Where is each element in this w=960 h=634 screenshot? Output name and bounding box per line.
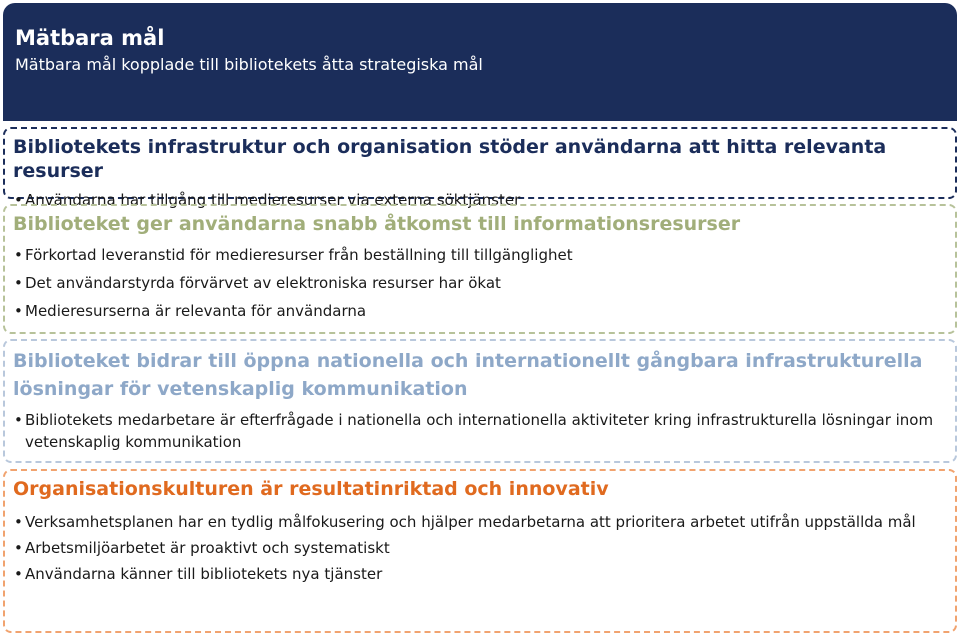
header-banner <box>3 3 957 121</box>
bullet-icon: • <box>14 302 23 320</box>
bullet-icon: • <box>14 246 23 264</box>
section-title: Bibliotekets infrastruktur och organisation stöder användarna att hitta relevanta resurser <box>13 136 887 182</box>
bullet-icon: • <box>14 513 23 531</box>
bullet-icon: • <box>14 191 23 209</box>
section-infrastructure <box>3 127 957 209</box>
list-item: • Bibliotekets medarbetare är efterfrågade i nationella och internationella aktiviteter kring infrastrukturella lösningar inom vetenskaplig kommunikation <box>14 411 934 451</box>
bullet-icon: • <box>14 539 23 557</box>
page-title: Mätbara mål <box>15 26 165 50</box>
page-subtitle: Mätbara mål kopplade till bibliotekets åtta strategiska mål <box>15 55 483 74</box>
list-item: • Användarna har tillgång till medieresurser via externa söktjänster <box>14 191 521 209</box>
list-item: • Det användarstyrda förvärvet av elektroniska resurser har ökat <box>14 274 501 292</box>
section-organisation-culture <box>3 469 957 633</box>
list-item: • Förkortad leveranstid för medieresurser från beställning till tillgänglighet <box>14 246 573 264</box>
bullet-list <box>13 409 955 453</box>
section-open-infrastructure <box>3 339 957 463</box>
section-title: Biblioteket bidrar till öppna nationella och internationellt gångbara infrastrukturella lösningar för vetenskaplig kommunikation <box>13 350 923 400</box>
list-item: • Medieresurserna är relevanta för användarna <box>14 302 367 320</box>
section-title: Biblioteket ger användarna snabb åtkomst till informationsresurser <box>13 213 741 235</box>
bullet-icon: • <box>14 565 23 583</box>
list-item: • Användarna känner till bibliotekets nya tjänster <box>14 565 383 583</box>
bullet-list <box>13 244 955 322</box>
section-access <box>3 204 957 334</box>
section-title: Organisationskulturen är resultatinriktad och innovativ <box>13 478 609 500</box>
list-item: • Verksamhetsplanen har en tydlig målfokusering och hjälper medarbetarna att prioritera arbetet utifrån uppställda mål <box>14 513 916 531</box>
bullet-list <box>13 511 955 585</box>
bullet-icon: • <box>14 411 23 429</box>
list-item: • Arbetsmiljöarbetet är proaktivt och systematiskt <box>14 539 390 557</box>
bullet-icon: • <box>14 274 23 292</box>
